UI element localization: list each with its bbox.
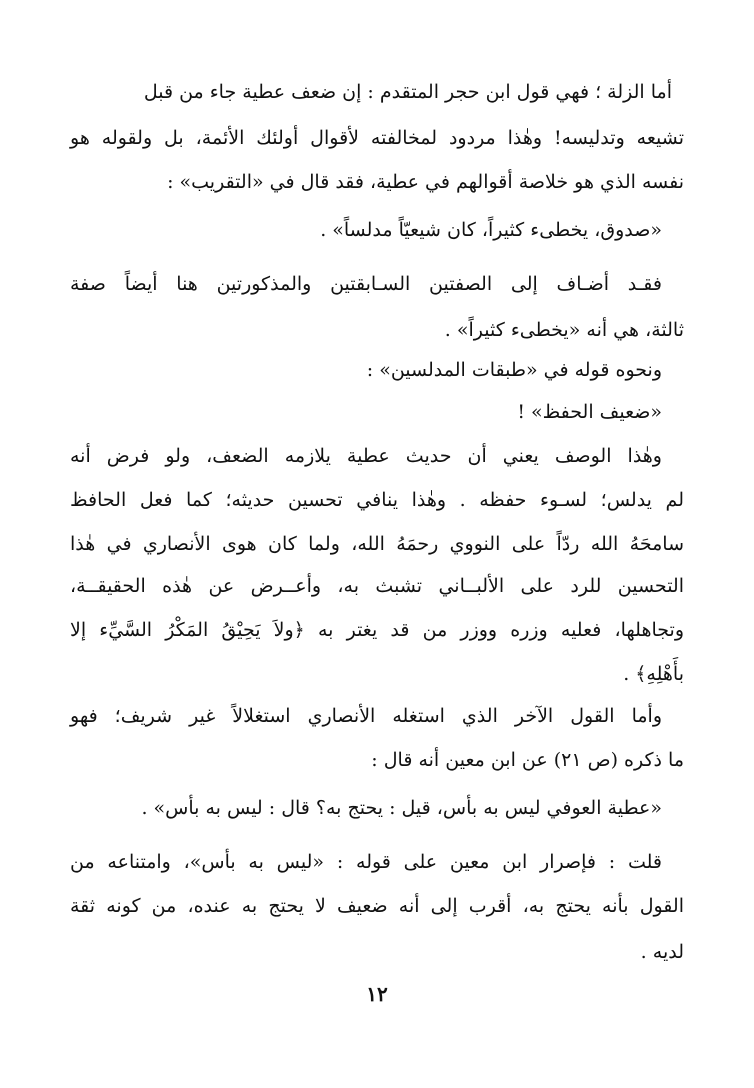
text-line: نفسه الذي هو خلاصة أقوالهم في عطية، فقد قال في «التقريب» : — [167, 171, 684, 193]
text-line: لم يدلس؛ لسـوء حفظه . وهٰذا ينافي تحسين حديثه؛ كما فعل الحافظ — [70, 489, 684, 511]
text-line: سامحَهُ الله ردّاً على النووي رحمَهُ الله، ولما كان هوى الأنصاري في هٰذا — [70, 533, 684, 555]
text-line: وأما القول الآخر الذي استغله الأنصاري استغلالاً غير شريف؛ فهو — [70, 705, 662, 727]
text-line: قلت : فإصرار ابن معين على قوله : «ليس به بأس»، وامتناعه من — [70, 851, 662, 873]
page-number: ١٢ — [366, 982, 388, 1006]
text-line: ونحوه قوله في «طبقات المدلسين» : — [366, 359, 662, 381]
text-line: لديه . — [640, 941, 684, 963]
text-line: وهٰذا الوصف يعني أن حديث عطية يلازمه الضعف، ولو فرض أنه — [70, 445, 662, 467]
text-line: القول بأنه يحتج به، أقرب إلى أنه ضعيف لا يحتج به عنده، من كونه ثقة — [70, 895, 684, 917]
text-line: تشيعه وتدليسه! وهٰذا مردود لمخالفته لأقوال أولئك الأئمة، بل ولقوله هو — [70, 127, 684, 149]
text-line: ما ذكره (ص ٢١) عن ابن معين أنه قال : — [371, 749, 684, 771]
text-line: بأَهْلِهِ﴾ . — [623, 663, 684, 685]
document-page — [70, 64, 684, 1074]
text-line: وتجاهلها، فعليه وزره ووزر من قد يغتر به ﴿ولاَ يَحِيْقُ المَكْرُ السَّيِّء إلا — [70, 619, 684, 641]
text-line: ثالثة، هي أنه «يخطىء كثيراً» . — [444, 319, 684, 341]
quote-line: «صدوق، يخطىء كثيراً، كان شيعيّاً مدلساً» . — [320, 219, 662, 241]
quote-line: «ضعيف الحفظ» ! — [517, 401, 662, 423]
quote-line: «عطية العوفي ليس به بأس، قيل : يحتج به؟ قال : ليس به بأس» . — [141, 797, 662, 819]
text-line: فقـد أضـاف إلى الصفتين السـابقتين والمذكورتين هنا أيضاً صفة — [70, 273, 662, 295]
text-line: التحسين للرد على الألبــاني تشبث به، وأعــرض عن هٰذه الحقيقــة، — [70, 575, 684, 597]
text-line: أما الزلة ؛ فهي قول ابن حجر المتقدم : إن ضعف عطية جاء من قبل — [143, 81, 672, 103]
